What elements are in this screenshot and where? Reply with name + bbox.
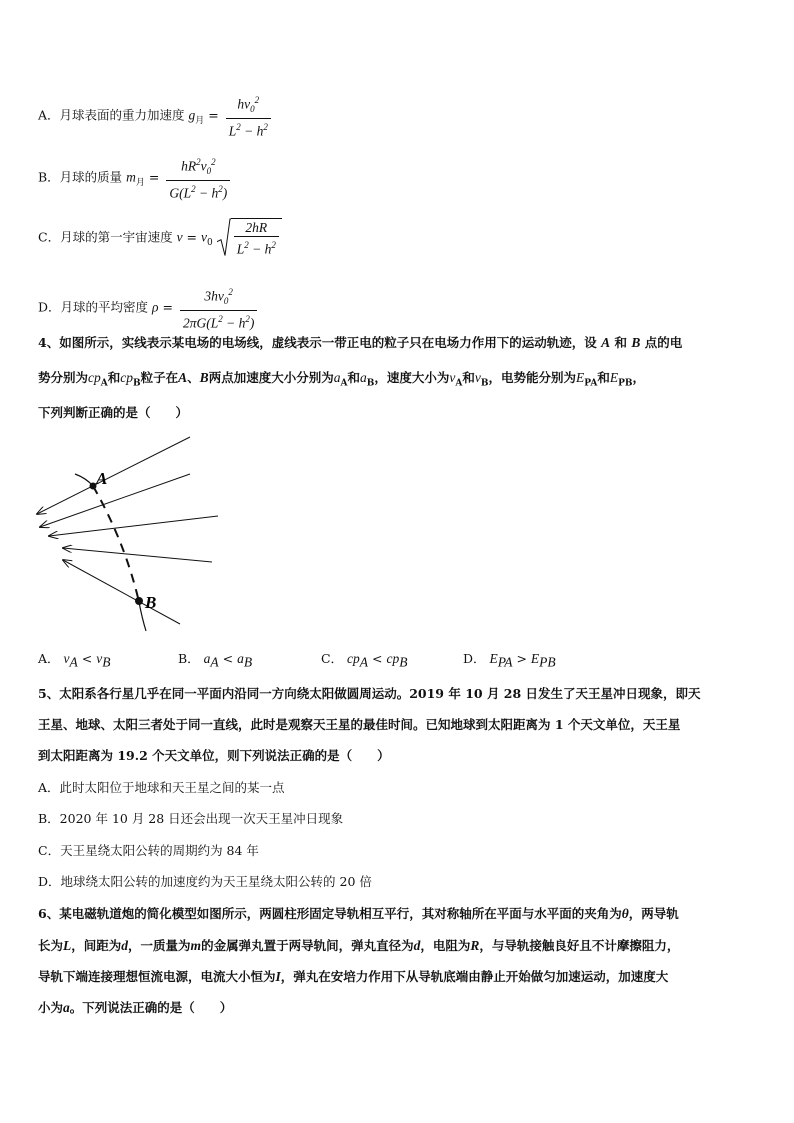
num-sup: 2 [228, 287, 233, 297]
num-b: v [200, 158, 207, 174]
q6-stem-line2 [38, 936, 679, 956]
option-label: B．月球的质量 [38, 169, 123, 185]
sub: B [366, 378, 375, 389]
math-theta: θ [621, 906, 629, 921]
lhs-sub: A [359, 654, 369, 670]
math-A: A [178, 370, 188, 385]
text: ，弹丸在安培力作用下从导轨底端由静止开始做匀加速运动，加速度大 [280, 969, 669, 984]
option-label: A．月球表面的重力加速度 [38, 107, 185, 123]
q4-choices [38, 649, 556, 673]
q3-option-a [38, 92, 274, 140]
den-tail: − h [240, 123, 264, 139]
text: 长为 [38, 938, 64, 953]
equals-sign: = [148, 169, 164, 185]
text: 、 [187, 370, 200, 385]
math-phi-b: cp [120, 370, 134, 385]
sub: PB [618, 378, 633, 389]
q4-choice-d [463, 649, 556, 673]
text: 粒子在 [140, 370, 179, 385]
q4-stem-line2 [38, 368, 645, 394]
text: 和 [597, 370, 610, 385]
choice-letter: B． [177, 651, 200, 666]
den-tail-sup: 2 [263, 122, 268, 133]
equals-sign: = [208, 107, 223, 123]
rhs: E [530, 651, 540, 666]
num: 2hR [234, 219, 279, 237]
den-close: ) [249, 315, 255, 331]
text: ，速度大小为 [374, 370, 450, 385]
math-a: a [63, 1000, 70, 1015]
math-d: d [121, 938, 129, 953]
den-tail-sup: 2 [245, 314, 250, 325]
lhs: a [203, 651, 211, 666]
lhs-sub: PA [497, 654, 513, 670]
q5-option-d: D．地球绕太阳公转的加速度约为天王星绕太阳公转的 20 倍 [38, 874, 372, 889]
field-line [40, 474, 190, 527]
num-sup: 2 [254, 95, 260, 105]
rhs: a [237, 651, 244, 666]
equals-sign: = [162, 299, 177, 315]
sub: A [100, 378, 108, 389]
lhs: E [489, 651, 498, 666]
math-m: m [190, 938, 202, 953]
num-sup2: 2 [211, 157, 216, 167]
field-line [37, 437, 190, 514]
text: ，一质量为 [128, 938, 191, 953]
text: 4、如图所示，实线表示某电场的电场线，虚线表示一带正电的粒子只在电场力作用下的运动轨迹，设 [38, 335, 597, 350]
rhs-sub: B [243, 654, 253, 670]
radical-sign-icon [217, 218, 231, 258]
equals-sign: = [186, 229, 201, 245]
num: 3hv [204, 288, 224, 304]
field-line [63, 548, 212, 562]
text: ，两导轨 [628, 906, 679, 921]
q5-stem-line1: 5、太阳系各行星几乎在同一平面内沿同一方向绕太阳做圆周运动。2019 年 10 月 28 日发生了天王星冲日现象，即天 [38, 686, 701, 701]
option-label: D．月球的平均密度 [38, 299, 149, 315]
math-var: ρ [152, 299, 159, 315]
option-label: C．月球的第一宇宙速度 [38, 229, 173, 245]
text: 和 [347, 370, 360, 385]
q5-stem-line2: 王星、地球、太阳三者处于同一直线，此时是观察天王星的最佳时间。已知地球到太阳距离为 1 个天文单位，天王星 [38, 717, 681, 732]
den-close: ) [222, 185, 228, 201]
choice-letter: C． [320, 651, 344, 666]
trajectory-dashed [93, 486, 139, 602]
q4-choice-c [321, 649, 459, 673]
text: 的金属弹丸置于两导轨间，弹丸直径为 [201, 938, 414, 953]
sub: B [133, 378, 141, 389]
math-L: L [63, 938, 72, 953]
math-A: A [601, 335, 611, 350]
den-sup: 2 [191, 184, 196, 195]
text: 小为 [38, 1000, 64, 1015]
text: 点的电 [644, 335, 683, 350]
math-B: B [199, 370, 209, 385]
num: hv [237, 96, 251, 112]
q6-stem-line4 [38, 998, 232, 1018]
fraction [226, 92, 271, 140]
text: 下列判断正确的是（ ） [38, 405, 189, 420]
square-root [217, 218, 282, 258]
num-sub: 0 [250, 104, 255, 115]
math-var: m [126, 169, 136, 185]
label-b: B [145, 593, 157, 612]
den-tail-sup: 2 [271, 240, 276, 250]
den-sup: 2 [244, 240, 249, 250]
point-b [135, 597, 143, 605]
den-tail: − h [248, 241, 272, 257]
label-a: A [96, 469, 108, 488]
math-a-b: a [359, 370, 367, 385]
sub: B [480, 378, 489, 389]
den: 2πG(L [182, 315, 219, 331]
fraction [180, 284, 257, 332]
choice-letter: A． [38, 651, 60, 666]
den: L [236, 241, 245, 257]
math-B: B [631, 335, 641, 350]
text: 和 [462, 370, 475, 385]
num: hR [181, 158, 197, 174]
text: 6、某电磁轨道炮的简化模型如图所示，两圆柱形固定导轨相互平行，其对称轴所在平面与水平面的夹角为 [38, 906, 622, 921]
den-sup: 2 [218, 314, 223, 325]
math-I: I [275, 969, 281, 984]
den-sup: 2 [236, 122, 241, 133]
rhs: v [96, 651, 103, 666]
math-var: v [176, 229, 183, 245]
math-a-a: a [333, 370, 341, 385]
lhs-sub: A [69, 654, 78, 670]
operator: < [218, 651, 238, 666]
lhs: cp [347, 651, 360, 666]
math-ep-b: E [609, 370, 619, 385]
text: ，电阻为 [420, 938, 471, 953]
text: 和 [614, 335, 627, 350]
math-sub: 月 [135, 177, 145, 188]
q5-option-a: A．此时太阳位于地球和天王星之间的某一点 [38, 780, 285, 795]
math-d: d [413, 938, 421, 953]
rhs-sub: B [102, 654, 111, 670]
sub: A [455, 378, 463, 389]
q4-choice-b [178, 649, 317, 673]
q6-stem-line1 [38, 904, 679, 924]
field-line [63, 560, 180, 624]
rhs-sub: PB [539, 654, 556, 670]
operator: > [512, 651, 531, 666]
text: 和 [107, 370, 121, 385]
operator: < [77, 651, 97, 666]
math-sub: 月 [195, 115, 205, 126]
field-line [49, 516, 218, 536]
math-R: R [470, 938, 480, 953]
text: ，间距为 [71, 938, 122, 953]
num-sub: 0 [206, 166, 212, 177]
text: 导轨下端连接理想恒流电源，电流大小恒为 [38, 969, 276, 984]
math-v-b: v [474, 370, 481, 385]
q4-choice-a [38, 649, 174, 673]
q4-stem-line3 [38, 403, 188, 423]
den-tail: − h [222, 315, 246, 331]
math-v-a: v [449, 370, 456, 385]
den: G(L [169, 185, 192, 201]
math-ep-a: E [575, 370, 585, 385]
math-var: g [188, 107, 196, 123]
fraction [166, 154, 230, 202]
lhs-sub: A [210, 654, 219, 670]
q5-option-c: C．天王星绕太阳公转的周期约为 84 年 [38, 843, 259, 858]
lhs: v [63, 651, 70, 666]
q3-option-c [38, 218, 282, 258]
den-tail-sup: 2 [218, 184, 223, 195]
math-v0: v [201, 229, 207, 245]
text: ，与导轨接触良好且不计摩擦阻力， [479, 938, 680, 953]
q4-stem-line1 [38, 333, 682, 353]
text: 两点加速度大小分别为 [208, 370, 334, 385]
q5-option-b: B．2020 年 10 月 28 日还会出现一次天王星冲日现象 [38, 811, 344, 826]
math-phi-a: cp [88, 370, 101, 385]
text: ， [632, 370, 645, 385]
sub: A [340, 378, 348, 389]
choice-letter: D． [462, 651, 486, 666]
electric-field-figure [30, 432, 230, 637]
operator: < [368, 651, 387, 666]
math-sub: 0 [207, 237, 213, 248]
fraction [234, 219, 279, 258]
q3-option-b [38, 154, 233, 202]
text: 势分别为 [38, 370, 89, 385]
text: 。下列说法正确的是（ ） [69, 1000, 233, 1015]
num-sub: 0 [223, 296, 229, 307]
q6-stem-line3 [38, 967, 668, 987]
sub: PA [584, 378, 598, 389]
den-tail: − h [195, 185, 219, 201]
rhs-sub: B [399, 654, 408, 670]
q5-stem-line3: 到太阳距离为 19.2 个天文单位，则下列说法正确的是（ ） [38, 748, 390, 763]
den: L [228, 123, 237, 139]
num-sup: 2 [196, 157, 201, 167]
text: ，电势能分别为 [488, 370, 576, 385]
q3-option-d [38, 284, 260, 332]
rhs: cp [386, 651, 400, 666]
